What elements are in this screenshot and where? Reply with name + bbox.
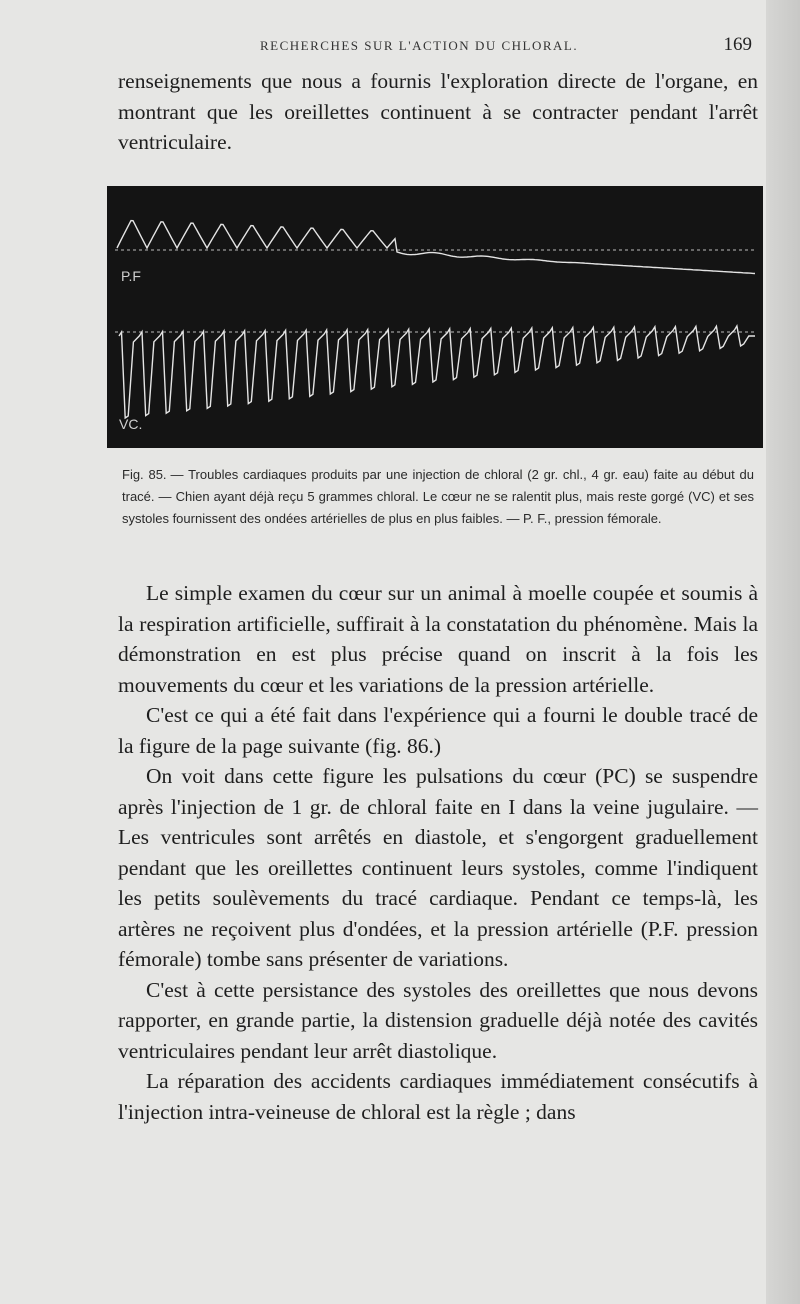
page-edge	[766, 0, 800, 1304]
paragraph: C'est à cette persistance des systoles des oreillettes que nous devons rapporter, en grande partie, la distension graduelle déjà notée des cavités ventriculaires pendant leur arrêt diastolique.	[118, 977, 758, 1063]
intro-paragraph	[118, 66, 758, 158]
caption-label: Fig. 85.	[122, 467, 167, 482]
figure-tracing	[107, 186, 763, 448]
vc-heart-trace	[119, 326, 755, 418]
caption-text: — Troubles cardiaques produits par une injection de chloral (2 gr. chl., 4 gr. eau) faite au début du tracé. — Chien ayant déjà reçu 5 grammes chloral. Le cœur ne se ralentit plus, mais reste gorgé (VC) et ses systoles fournissent des ondées artérielles de plus en plus faibles. — P. F., pression fémorale.	[122, 467, 755, 526]
page-number: 169	[723, 34, 752, 55]
running-title: RECHERCHES SUR L'ACTION DU CHLORAL.	[260, 38, 579, 53]
paragraph: On voit dans cette figure les pulsations du cœur (PC) se suspendre après l'injection de 1 gr. de chloral faite en I dans la veine jugulaire. — Les ventricules sont arrêtés en diastole, et s'engorgent graduellement pendant que les oreillettes continuent leurs systoles, comme l'indiquent les petits soulèvements du tracé cardiaque. Pendant ce temps-là, les artères ne reçoivent plus d'ondées, et la pression artérielle (P.F. pression fémorale) tombe sans présenter de variations.	[118, 764, 758, 971]
paragraph: La réparation des accidents cardiaques immédiatement consécutifs à l'injection intra-veineuse de chloral est la règle ; dans	[118, 1069, 758, 1124]
paragraph: Le simple examen du cœur sur un animal à moelle coupée et soumis à la respiration artificielle, suffirait à la constatation du phénomène. Mais la démonstration en est plus précise quand on inscrit à la fois les mouvements du cœur et les variations de la pression artérielle.	[118, 581, 758, 697]
figure-caption	[122, 464, 754, 530]
label-vc: VC.	[119, 416, 143, 432]
label-pf: P.F	[121, 268, 141, 284]
pf-pressure-trace	[117, 221, 755, 274]
body-text	[118, 578, 758, 1127]
paragraph: C'est ce qui a été fait dans l'expérience qui a fourni le double tracé de la figure de la page suivante (fig. 86.)	[118, 703, 758, 758]
tracing-graphic	[107, 186, 763, 448]
intro-text: renseignements que nous a fournis l'exploration directe de l'organe, en montrant que les oreillettes continuent à se contracter pendant l'arrêt ventriculaire.	[118, 69, 758, 154]
page-header	[118, 30, 758, 60]
